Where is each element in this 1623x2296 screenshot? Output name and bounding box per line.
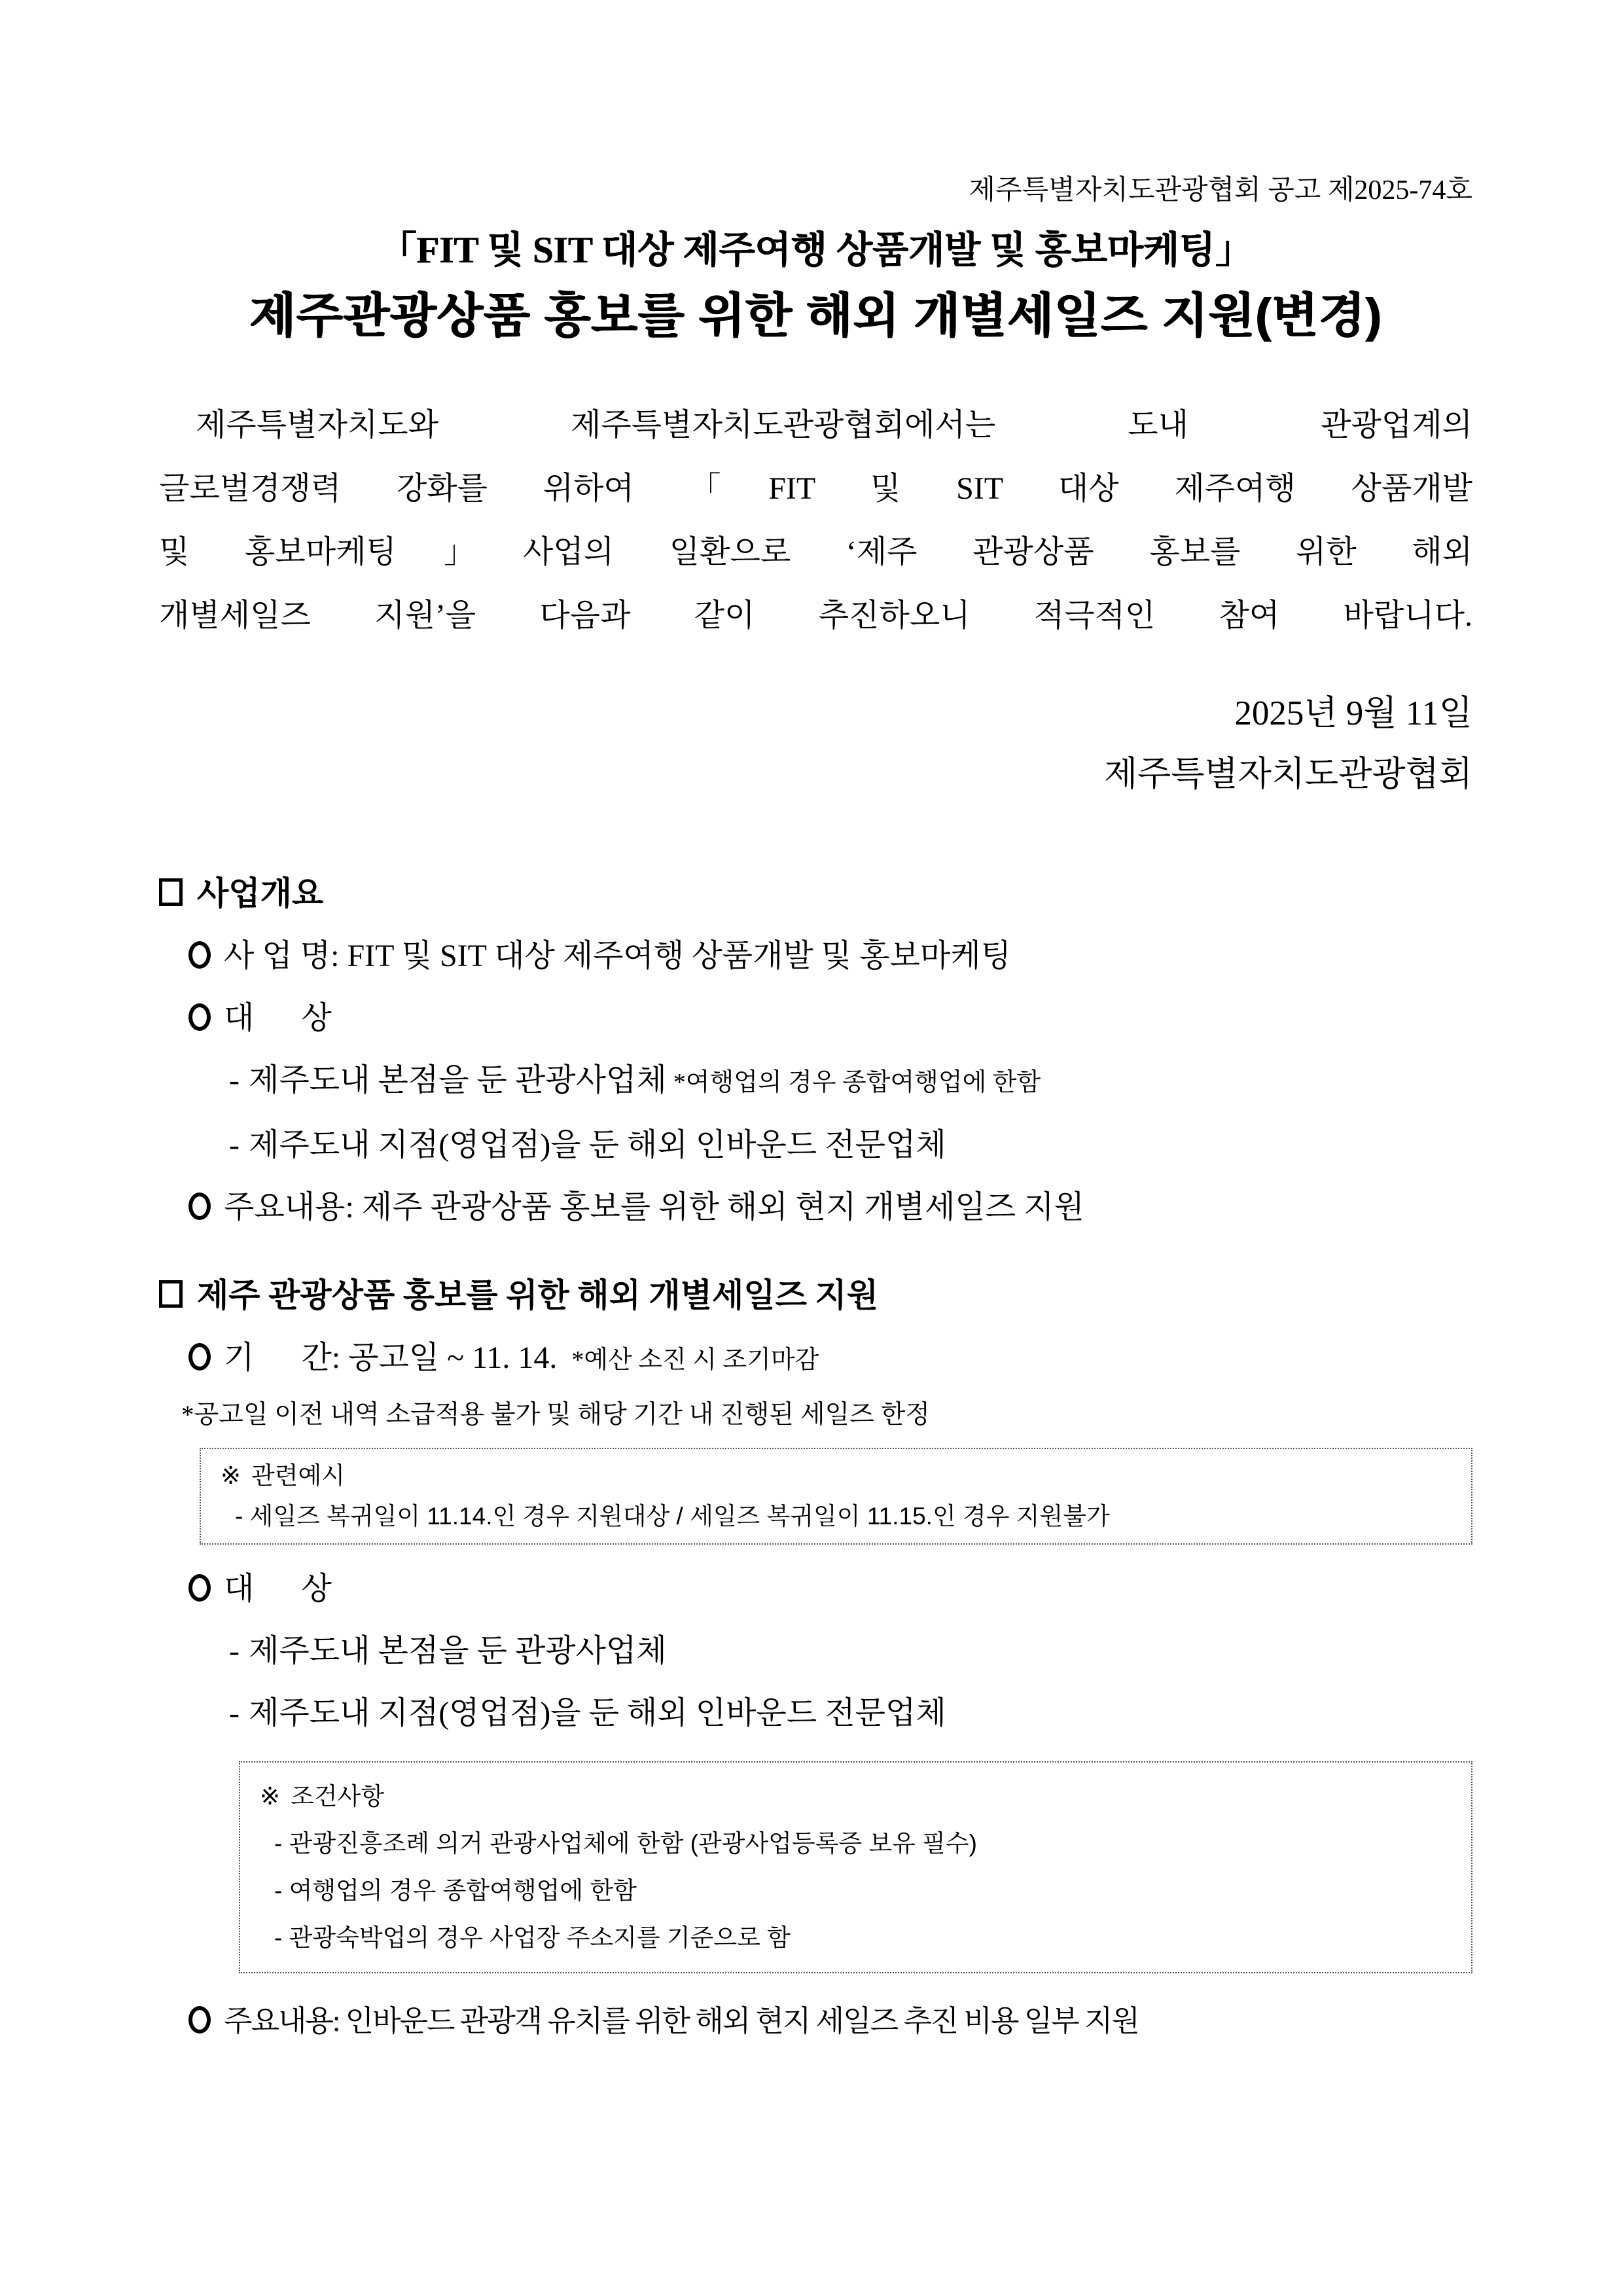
row-target-2-text: 대 상 bbox=[224, 1571, 332, 1606]
example-box-line: - 세일즈 복귀일이 11.14.인 경우 지원대상 / 세일즈 복귀일이 11.15.인 경우 지원불가 bbox=[235, 1503, 1110, 1530]
row-target-2-head-office bbox=[229, 1620, 1472, 1682]
row-main-content bbox=[188, 1176, 1472, 1238]
row-target-branch-text: 제주도내 지점(영업점)을 둔 해외 인바운드 전문업체 bbox=[248, 1128, 946, 1162]
row-business-name bbox=[188, 925, 1472, 987]
dash-bullet: - bbox=[229, 1063, 240, 1098]
budget-deadline-note: *예산 소진 시 조기마감 bbox=[571, 1346, 819, 1374]
row-main-content-2 bbox=[188, 1990, 1472, 2053]
row-target-2-branch bbox=[229, 1682, 1472, 1744]
document-title-line1: 「FIT 및 SIT 대상 제주여행 상품개발 및 홍보마케팅」 bbox=[379, 230, 1253, 271]
intro-line-3: 및 홍보마케팅」사업의 일환으로 ‘제주 관광상품 홍보를 위한 해외 bbox=[159, 535, 1472, 569]
document-title-line2: 제주관광상품 홍보를 위한 해외 개별세일즈 지원(변경) bbox=[249, 289, 1382, 342]
section-overview-heading bbox=[159, 863, 1472, 925]
condition-box-line-1: - 관광진흥조례 의거 관광사업체에 한함 (관광사업등록증 보유 필수) bbox=[274, 1830, 977, 1857]
section-support bbox=[159, 1265, 1472, 2053]
row-target-2-head-office-text: 제주도내 본점을 둔 관광사업체 bbox=[248, 1634, 667, 1668]
condition-box-title: 조건사항 bbox=[291, 1783, 384, 1810]
example-box-title: 관련예시 bbox=[251, 1462, 345, 1489]
row-target-branch bbox=[229, 1114, 1472, 1176]
circle-bullet-icon bbox=[188, 1574, 211, 1602]
section-overview-heading-label: 사업개요 bbox=[197, 875, 324, 912]
row-main-content-text: 주요내용: 제주 관광상품 홍보를 위한 해외 현지 개별세일즈 지원 bbox=[224, 1190, 1084, 1225]
section-support-heading-label: 제주 관광상품 홍보를 위한 해외 개별세일즈 지원 bbox=[197, 1277, 878, 1314]
row-target-2 bbox=[188, 1558, 1472, 1620]
travel-agency-note: *여행업의 경우 종합여행업에 한함 bbox=[673, 1069, 1041, 1096]
row-period-text: 기 간: 공고일 ~ 11. 14. bbox=[224, 1340, 565, 1375]
section-support-heading bbox=[159, 1265, 1472, 1327]
circle-bullet-icon bbox=[188, 1193, 211, 1220]
square-bullet-icon bbox=[159, 878, 183, 906]
row-target-2-branch-text: 제주도내 지점(영업점)을 둔 해외 인바운드 전문업체 bbox=[248, 1696, 946, 1731]
example-box-title-line bbox=[221, 1456, 1452, 1496]
condition-box-line-3: - 관광숙박업의 경우 사업장 주소지를 기준으로 함 bbox=[274, 1924, 791, 1951]
intro-line-4: 개별세일즈 지원’을 다음과 같이 추진하오니 적극적인 참여 바랍니다. bbox=[159, 598, 1472, 633]
circle-bullet-icon bbox=[188, 1003, 211, 1031]
row-target-text: 대 상 bbox=[224, 1001, 332, 1035]
date-line: 2025년 9월 11일 bbox=[1234, 694, 1472, 732]
row-target-head-office-text: 제주도내 본점을 둔 관광사업체 bbox=[248, 1063, 667, 1098]
square-bullet-icon bbox=[159, 1280, 183, 1308]
condition-box-line-2: - 여행업의 경우 종합여행업에 한함 bbox=[274, 1877, 637, 1904]
example-box bbox=[200, 1448, 1472, 1545]
row-business-name-text: 사 업 명: FIT 및 SIT 대상 제주여행 상품개발 및 홍보마케팅 bbox=[224, 939, 1011, 973]
row-target-head-office bbox=[229, 1049, 1472, 1114]
reference-mark: ※ bbox=[221, 1462, 241, 1489]
dash-bullet: - bbox=[229, 1634, 240, 1668]
intro-line-1: 제주특별자치도와 제주특별자치도관광협회에서는 도내 관광업계의 bbox=[196, 408, 1472, 442]
condition-box bbox=[239, 1761, 1472, 1973]
dash-bullet: - bbox=[229, 1696, 240, 1731]
period-caveat: *공고일 이전 내역 소급적용 불가 및 해당 기간 내 진행된 세일즈 한정 bbox=[181, 1401, 930, 1429]
notice-number: 제주특별자치도관광협회 공고 제2025-74호 bbox=[969, 175, 1472, 206]
row-main-content-2-text: 주요내용: 인바운드 관광객 유치를 위한 해외 현지 세일즈 추진 비용 일부 지원 bbox=[224, 2005, 1139, 2037]
circle-bullet-icon bbox=[188, 1343, 211, 1371]
organization-line: 제주특별자치도관광협회 bbox=[1103, 755, 1472, 793]
row-period bbox=[188, 1327, 1472, 1391]
reference-mark: ※ bbox=[260, 1783, 281, 1810]
condition-box-title-line bbox=[260, 1773, 1452, 1820]
section-overview bbox=[159, 863, 1472, 1238]
row-target bbox=[188, 987, 1472, 1049]
dash-bullet: - bbox=[229, 1128, 240, 1162]
signature-block bbox=[159, 683, 1472, 805]
intro-line-2: 글로벌경쟁력 강화를 위하여 「FIT 및 SIT 대상 제주여행 상품개발 bbox=[159, 471, 1472, 506]
intro-paragraph bbox=[159, 393, 1472, 647]
circle-bullet-icon bbox=[188, 941, 211, 969]
circle-bullet-icon bbox=[188, 2006, 211, 2034]
